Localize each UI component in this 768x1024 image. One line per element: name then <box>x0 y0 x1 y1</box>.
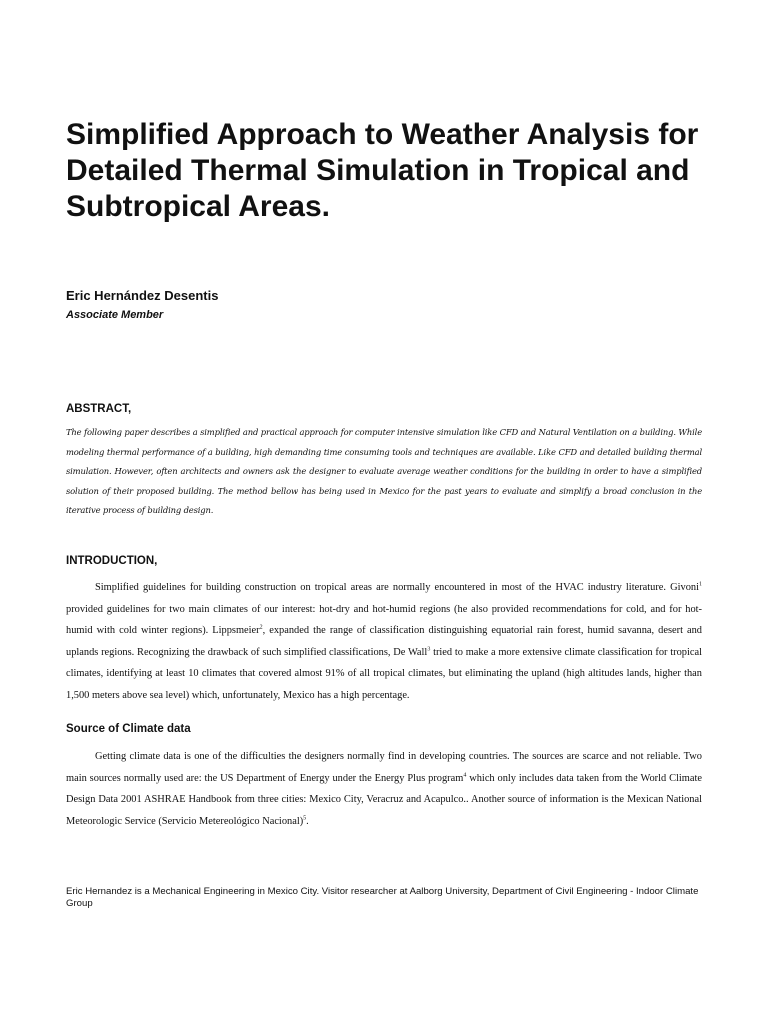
reference-2: 2 <box>259 624 263 631</box>
reference-5: 5 <box>303 815 307 822</box>
introduction-text-3: , expanded the range of classification distinguishing equatorial rain forest, humid savanna, desert and uplands regions. Recognizing the drawback of such simplified classifications, De Wall <box>66 625 702 658</box>
introduction-heading: INTRODUCTION, <box>66 555 158 567</box>
climate-data-text-3: . <box>306 815 309 827</box>
reference-1: 1 <box>699 581 702 588</box>
abstract-text: The following paper describes a simplified and practical approach for computer intensive simulation like CFD and Natural Ventilation on a building. While modeling thermal performance of a building, high demanding time consuming tools and techniques are available. Like CFD and detailed building thermal simulation. However, often architects and owners ask the designer to evaluate average weather conditions for the building in order to have a simplified solution of their proposed building. The method bellow has being used in Mexico for the past years to evaluate and simplify a broad conclusion in the iterative process of building design. <box>66 427 702 515</box>
introduction-text-1: Simplified guidelines for building construction on tropical areas are normally encountered in most of the HVAC industry literature. Givoni <box>95 582 699 593</box>
climate-data-text-2: which only includes data taken from the World Climate Design Data 2001 ASHRAE Handbook from three cities: Mexico City, Veracruz and Acapulco.. Another source of information is the Mexican National Meteorologic Service (Servicio Metereológico Nacional) <box>66 772 702 827</box>
climate-data-text-1: Getting climate data is one of the difficulties the designers normally find in developing countries. The sources are scarce and not reliable. Two main sources normally used are: the US Department of Energy under the Energy Plus program <box>66 751 702 784</box>
author-footnote: Eric Hernandez is a Mechanical Engineering in Mexico City. Visitor researcher at Aalborg University, Department of Civil Engineering - Indoor Climate Group <box>66 886 699 909</box>
reference-4: 4 <box>463 772 467 779</box>
introduction-paragraph <box>66 577 702 706</box>
abstract-heading: ABSTRACT, <box>66 403 132 415</box>
author-name: Eric Hernández Desentis <box>66 288 219 303</box>
author-membership: Associate Member <box>66 309 164 321</box>
paper-title: Simplified Approach to Weather Analysis for Detailed Thermal Simulation in Tropical and Subtropical Areas. <box>66 118 699 223</box>
introduction-text-2: provided guidelines for two main climates of our interest: hot-dry and hot-humid regions (he also provided recommendations for cold, and for hot-humid with cold winter regions). Lippsmeier <box>66 603 702 636</box>
climate-data-paragraph <box>66 746 702 832</box>
reference-3: 3 <box>427 646 431 653</box>
climate-data-heading: Source of Climate data <box>66 723 191 735</box>
introduction-text-4: tried to make a more extensive climate classification for tropical climates, identifying at least 10 climates that covered almost 91% of all tropical climates, but eliminating the upland (high altitudes lands, higher than 1,500 meters above sea level) which, unfortunately, Mexico has a high percentage. <box>66 646 702 701</box>
